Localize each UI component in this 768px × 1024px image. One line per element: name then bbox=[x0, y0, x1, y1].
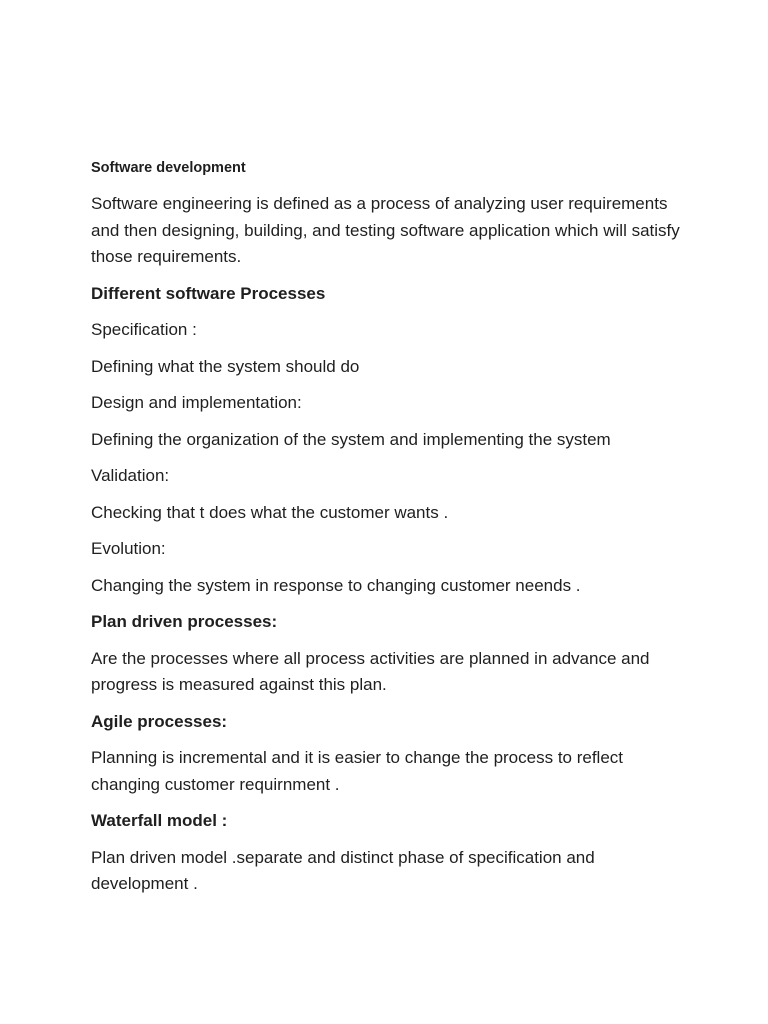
agile-text: Planning is incremental and it is easier to change the process to reflect changing customer requirnment . bbox=[91, 748, 624, 794]
design-label: Design and implementation: bbox=[91, 393, 302, 412]
document-title: Software development bbox=[91, 160, 246, 176]
document-body bbox=[91, 158, 681, 908]
waterfall-heading: Waterfall model : bbox=[91, 811, 228, 830]
validation-text: Checking that t does what the customer wants . bbox=[91, 502, 449, 522]
evolution-label: Evolution: bbox=[91, 539, 166, 558]
plan-driven-heading: Plan driven processes: bbox=[91, 612, 278, 631]
specification-text: Defining what the system should do bbox=[91, 356, 360, 376]
design-text: Defining the organization of the system and implementing the system bbox=[91, 429, 611, 449]
specification-label: Specification : bbox=[91, 320, 197, 339]
plan-driven-text: Are the processes where all process activities are planned in advance and progress is measured against this plan. bbox=[91, 648, 650, 694]
validation-label: Validation: bbox=[91, 466, 170, 485]
intro-paragraph: Software engineering is defined as a process of analyzing user requirements and then designing, building, and testing software application which will satisfy those requirements. bbox=[91, 194, 680, 266]
evolution-text: Changing the system in response to changing customer neends . bbox=[91, 575, 581, 595]
agile-heading: Agile processes: bbox=[91, 711, 228, 731]
processes-heading: Different software Processes bbox=[91, 283, 326, 303]
waterfall-text: Plan driven model .separate and distinct phase of specification and development . bbox=[91, 847, 595, 893]
